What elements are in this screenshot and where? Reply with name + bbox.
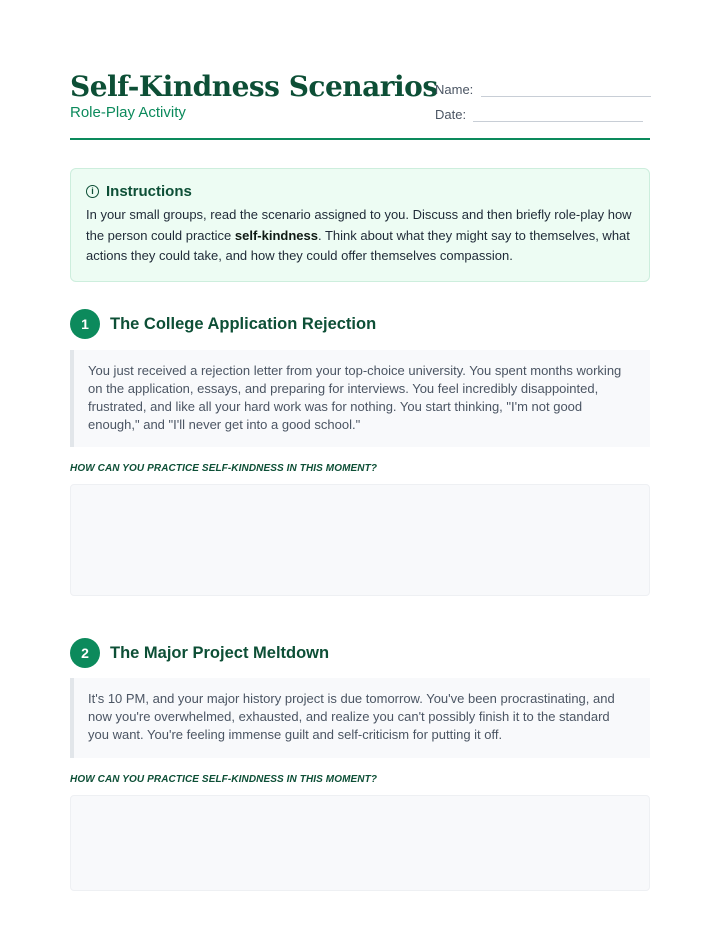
instructions-heading: Instructions [106, 183, 192, 200]
worksheet-header [70, 70, 650, 140]
scenario-text: You just received a rejection letter from your top-choice university. You spent months working on the application, essays, and preparing for interviews. You feel incredibly disappointed, frustrated, and like all your hard work was for nothing. You start thinking, "I'm not good enough," and "I'll never get into a good school." [70, 350, 650, 447]
scenario-title: The College Application Rejection [110, 314, 377, 333]
reflection-prompt: HOW CAN YOU PRACTICE SELF-KINDNESS IN THIS MOMENT? [70, 463, 378, 474]
name-field[interactable] [435, 82, 473, 97]
date-field[interactable] [435, 107, 466, 122]
instructions-text-part: . Think about what they might say to themselves, what actions they could take, and how they could offer themselves compassion. [86, 227, 630, 263]
instructions-text-part: In your small groups, read the scenario assigned to you. Discuss and then briefly role-play how the person could practice [86, 207, 632, 243]
name-line[interactable] [481, 96, 651, 97]
date-label: Date: [435, 107, 467, 122]
page-subtitle: Role-Play Activity [70, 104, 186, 121]
date-line[interactable] [473, 121, 643, 122]
scenario-header [70, 309, 376, 339]
instructions-box [70, 168, 650, 282]
reflection-prompt: HOW CAN YOU PRACTICE SELF-KINDNESS IN THIS MOMENT? [70, 774, 378, 785]
scenario-text: It's 10 PM, and your major history project is due tomorrow. You've been procrastinating, and now you're overwhelmed, exhausted, and realize you can't possibly finish it to the standard you want. You're feeling immense guilt and self-criticism for putting it off. [70, 678, 650, 758]
scenario-title: The Major Project Meltdown [110, 643, 330, 662]
page-title: Self-Kindness Scenarios [70, 70, 438, 103]
instructions-bold-text: self-kindness [234, 227, 318, 243]
answer-box[interactable] [70, 795, 650, 891]
scenario-header [70, 638, 329, 668]
answer-box[interactable] [70, 484, 650, 596]
info-icon: i [86, 185, 99, 198]
scenario-number-badge: 1 [70, 309, 100, 339]
name-label: Name: [435, 82, 474, 97]
instructions-text [86, 205, 634, 267]
instructions-header [86, 183, 634, 200]
scenario-number-badge: 2 [70, 638, 100, 668]
